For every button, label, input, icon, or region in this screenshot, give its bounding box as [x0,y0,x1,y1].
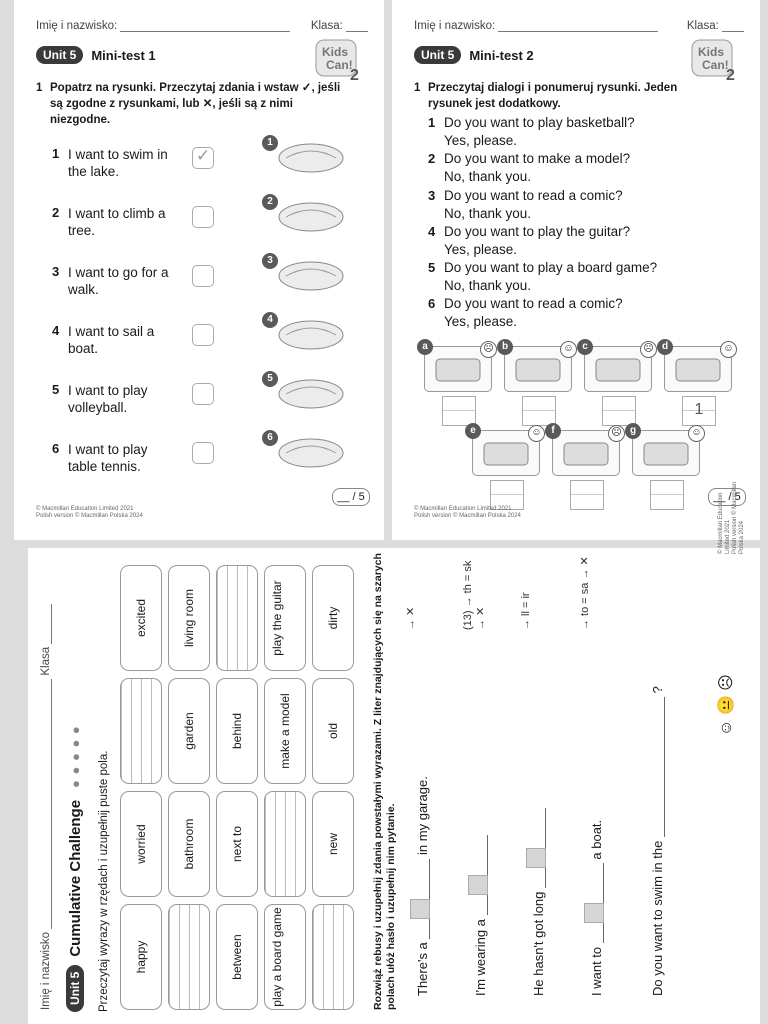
dialogue-item [428,259,748,295]
question-text: Do you want to swim in the [650,840,665,996]
answer-checkbox[interactable] [192,324,214,346]
unit-badge: Unit 5 [414,46,461,64]
picture-number-badge: 4 [262,312,278,328]
logo-kids: Kids [698,45,725,59]
reaction-face-icon: ☺ [688,425,705,442]
copyright-line-2: Polish version © Macmillan Polska 2024 [36,513,143,519]
table-tennis-bats-image [262,191,348,239]
word-cell: play the guitar [264,565,306,671]
logo-number: 2 [726,67,735,84]
basketball-image [661,341,734,392]
mini-test-2-sheet [392,0,760,540]
word-cell: play a board game [264,904,306,1010]
answer-box[interactable] [522,396,556,426]
dialogue-number: 3 [428,187,436,203]
task-number: 1 [414,82,421,94]
unit-badge: Unit 5 [66,965,84,1012]
word-cell: garden [168,678,210,784]
toy-car-image [551,425,622,476]
letter-gap[interactable] [487,895,488,915]
picture-number-badge: 2 [262,194,278,210]
item-sentence: I want to swim in the lake. [68,147,168,179]
dialogue-number: 2 [428,151,436,167]
reaction-face-icon: ☺ [560,341,577,358]
challenge-title: Cumulative Challenge [66,799,84,957]
copyright-line-1: © Macmillan Education Limited 2021 [718,492,731,554]
picture-letter: e [465,423,481,439]
rebus-sentence [468,835,488,996]
girl-with-tablet-image [422,341,494,392]
picture-letter: f [545,423,561,439]
word-cell: old [312,678,354,784]
name-class-header [414,20,744,32]
sailboat-image [262,309,348,357]
kids-can-logo [690,38,742,82]
class-field[interactable] [722,31,744,32]
letter-gap[interactable] [429,919,430,939]
dialogue-answer: No, thank you. [444,205,532,221]
logo-kids: Kids [322,45,349,59]
picture-letter: d [657,339,673,355]
item-number: 2 [52,205,60,220]
answer-box[interactable] [602,396,636,426]
dialogue-question: Do you want to play basketball? [444,115,635,130]
grey-letter-box[interactable] [410,899,430,919]
picture-letter: g [625,423,641,439]
copyright-footer [414,506,521,520]
tree-image [262,368,348,416]
dialogue-number: 4 [428,223,436,239]
dialogue-number: 6 [428,296,436,312]
dialogue-number: 1 [428,115,436,130]
copyright-line-1: © Macmillan Education Limited 2021 [36,506,134,512]
name-field[interactable] [51,679,52,929]
item-number: 6 [52,441,60,456]
reaction-face-icon: ☺ [720,341,737,358]
task-2-instruction: Rozwiąż rebusy i uzupełnij zdania powstałymi wyrazami. Z liter znajdujących się na szarych polach ułóż hasło i uzupełnij nim pytanie. [372,553,397,1010]
picture-number-badge: 3 [262,253,278,269]
reaction-face-icon: ☺ [528,425,545,442]
lake-image [262,132,348,180]
item-number: 3 [52,264,60,279]
sentence-item [52,432,372,500]
boats-on-water-image [262,250,348,298]
blank-word-cell[interactable] [120,678,162,784]
sentence-end: in my garage. [415,776,430,855]
model-plane-image [501,341,574,392]
grey-letter-box[interactable] [584,903,604,923]
question-answer-field[interactable] [664,697,665,837]
dialogue-number: 5 [428,260,436,276]
name-class-header [36,20,368,32]
picture-letter: a [417,339,433,355]
dialogue-item [428,223,748,259]
item-number: 5 [52,382,60,397]
name-field[interactable] [120,31,290,32]
score-box: __ / 5 [332,488,370,506]
word-cell: dirty [312,565,354,671]
letter-gap[interactable] [545,808,546,848]
name-label: Imię i nazwisko: [36,20,118,32]
dialogue-question: Do you want to make a model? [444,151,631,167]
picture-grid [412,338,742,488]
score-box: __ / 5 [708,488,746,506]
name-label: Imię i nazwisko [40,932,52,1010]
answer-value: 1 [694,401,704,418]
task-number: 1 [36,82,43,94]
name-label: Imię i nazwisko: [414,20,496,32]
picture-letter: c [577,339,593,355]
copyright-footer [36,506,143,520]
final-question [650,686,665,996]
class-field[interactable] [346,31,368,32]
rebus-clue: → ✕ [405,606,417,630]
dialogue-item [428,187,748,223]
blank-word-cell[interactable] [168,904,210,1010]
word-cell: new [312,791,354,897]
task-instruction [36,80,356,128]
answer-box[interactable] [442,396,476,426]
class-label: Klasa: [686,20,719,32]
mini-test-1-sheet [14,0,384,540]
volleyball-image [262,427,348,475]
letter-gap[interactable] [487,835,488,875]
logo-can: Can! [326,58,353,72]
item-sentence: I want to climb a tree. [68,206,166,238]
sentence-start: He hasn't got long [531,891,546,996]
word-cell: behind [216,678,258,784]
reaction-face-icon: ☹ [640,341,657,358]
copyright-line-2: Polish version © Macmillan Polska 2024 [414,513,521,519]
picture-letter: b [497,339,513,355]
happy-face-icon[interactable]: ☺ [718,719,735,736]
blank-word-cell[interactable] [216,565,258,671]
copyright-line-2: Polish version © Macmillan Polska 2024 [732,481,745,554]
sentence-list [52,137,372,500]
sad-face-icon[interactable]: ☹ [718,674,735,691]
task-text: Przeczytaj dialogi i ponumeruj rysunki. Jeden rysunek jest dodatkowy. [428,82,678,110]
dialogue-item [428,295,748,331]
dialogue-list [428,114,748,332]
name-class-header [40,530,52,1010]
word-cell: make a model [264,678,306,784]
letter-gap[interactable] [429,859,430,899]
name-field[interactable] [498,31,658,32]
picture-number-badge: 6 [262,430,278,446]
answer-checkbox[interactable] [192,442,214,464]
dialogue-answer: Yes, please. [444,133,518,148]
dialogue-question: Do you want to read a comic? [444,187,623,203]
reaction-face-icon: ☹ [608,425,625,442]
dialogue-answer: No, thank you. [444,169,532,185]
word-cell: happy [120,904,162,1010]
kids-can-logo [314,38,366,82]
word-cell: next to [216,791,258,897]
answer-checkbox[interactable] [192,206,214,228]
dialogue-answer: No, thank you. [444,278,532,294]
word-cell: bathroom [168,791,210,897]
task-1-instruction: Przeczytaj wyrazy w rzędach i uzupełnij puste pola. [98,750,110,1012]
task-instruction [414,80,714,112]
picture-number-badge: 1 [262,135,278,151]
test-title: Mini-test 1 [91,47,156,63]
dialogue-item [428,150,748,186]
rotated-content [28,481,760,1024]
unit-heading [66,725,84,1012]
item-sentence: I want to go for a walk. [68,265,169,297]
blank-word-cell[interactable] [264,791,306,897]
blank-word-cell[interactable] [312,904,354,1010]
word-cell: excited [120,565,162,671]
rebus-sentence [584,820,604,996]
dialogue-question: Do you want to play a board game? [444,260,658,276]
sentence-end: a boat. [589,819,604,860]
item-number: 1 [52,146,60,161]
item-number: 4 [52,323,60,338]
grey-letter-box[interactable] [526,848,546,868]
dialogue-question: Do you want to play the guitar? [444,223,631,239]
dialogue-item [428,114,748,150]
word-cell: living room [168,565,210,671]
rebus-sentence [410,776,430,996]
unit-heading [414,46,534,64]
neutral-face-icon[interactable]: 😐 [718,695,735,716]
answer-box[interactable] [650,480,684,510]
answer-checkbox[interactable] [192,383,214,405]
word-cell: worried [120,791,162,897]
rebus-clue: → to = sa → ✕ [579,556,591,630]
sentence-start: I'm wearing a [473,919,488,996]
item-sentence: I want to play table tennis. [68,442,148,474]
guitar-image [470,425,542,476]
item-sentence: I want to sail a boat. [68,324,155,356]
unit-badge: Unit 5 [36,46,83,64]
rebus-clue: → ll = ir [520,592,532,630]
dialogue-question: Do you want to read a comic? [444,296,623,312]
test-title: Mini-test 2 [469,47,534,63]
reaction-face-icon: ☹ [480,341,497,358]
letter-gap[interactable] [603,863,604,903]
item-sentence: I want to play volleyball. [68,383,148,415]
dialogue-answer: Yes, please. [444,314,518,330]
letter-gap[interactable] [545,868,546,888]
class-label: Klasa: [310,20,343,32]
logo-number: 2 [350,67,359,84]
grey-letter-box[interactable] [468,875,488,895]
copyright-line-1: © Macmillan Education Limited 2021 [414,506,512,512]
class-field[interactable] [51,604,52,644]
board-game-image [582,341,654,392]
answer-box[interactable] [570,480,604,510]
comic-book-image [629,425,702,476]
cumulative-challenge-sheet [28,481,760,1024]
picture-number-badge: 5 [262,371,278,387]
self-assessment-faces [716,674,736,736]
answer-box[interactable] [682,396,716,426]
sentence-start: I want to [589,946,604,996]
unit-heading [36,46,156,64]
sentence-start: There's a [415,942,430,996]
logo-can: Can! [702,58,729,72]
answer-checkbox[interactable] [192,147,214,169]
copyright-footer [718,474,746,554]
class-label: Klasa [40,646,52,676]
rebus-sentence [526,808,546,996]
rebus-clue: (13) → th = sk → ✕ [462,560,487,630]
answer-checkbox[interactable] [192,265,214,287]
dialogue-answer: Yes, please. [444,241,518,257]
word-cell: between [216,904,258,1010]
difficulty-shapes-icon: ● ● ● ● ● [67,725,83,788]
letter-gap[interactable] [603,923,604,943]
question-mark: ? [650,686,665,694]
task-text: Popatrz na rysunki. Przeczytaj zdania i wstaw ✓, jeśli są zgodne z rysunkami, lub ✕, jeśli są z nimi niezgodne. [50,82,341,126]
